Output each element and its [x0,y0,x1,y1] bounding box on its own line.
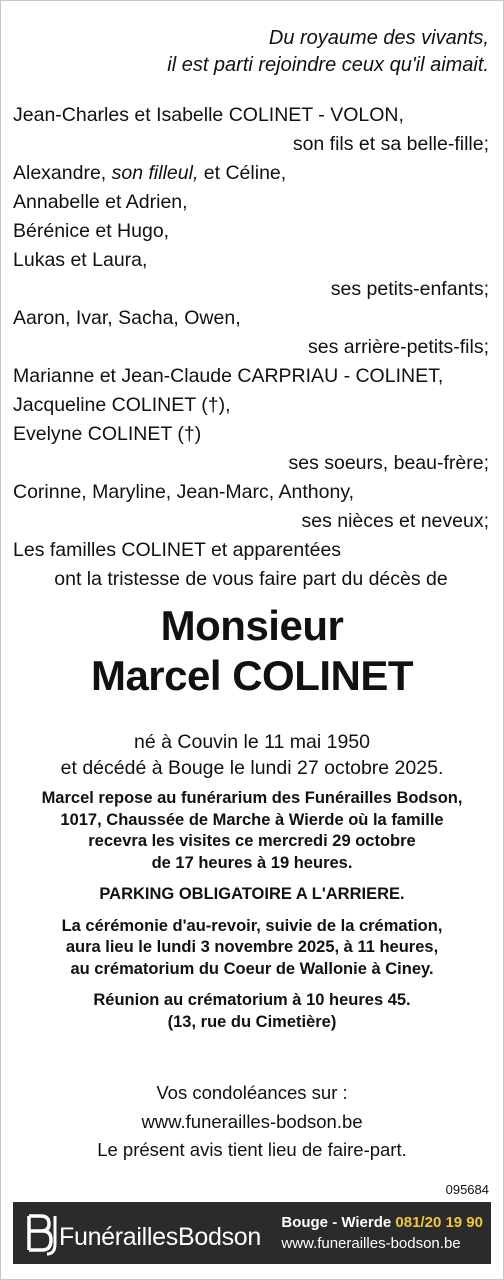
family-grandchild: Annabelle et Adrien, [13,191,188,213]
family-relation: ses arrière-petits-fils; [308,336,489,358]
brand-part: Bodson [177,1223,261,1251]
brand-part: Funérailles [59,1223,178,1251]
condolences-website-link[interactable]: www.funerailles-bodson.be [141,1110,363,1132]
family-relation: ses nièces et neveux; [301,510,489,532]
parking-info: PARKING OBLIGATOIRE A L'ARRIERE. [99,885,405,903]
family-grandchild: Bérénice et Hugo, [13,220,170,242]
family-relation: ses soeurs, beau-frère; [288,452,489,474]
ceremony-line: La cérémonie d'au-revoir, suivie de la crémation, [61,916,443,935]
epigraph-line: Du royaume des vivants, [268,27,489,49]
repose-line: de 17 heures à 19 heures. [151,853,353,872]
repose-line: 1017, Chaussée de Marche à Wierde où la famille [60,810,444,829]
grandchild-partner: et Céline, [198,162,287,184]
meeting-line: Réunion au crématorium à 10 heures 45. [93,991,411,1009]
ceremony-line: aura lieu le lundi 3 novembre 2025, à 11 heures, [65,938,439,956]
family-relation: ses petits-enfants; [330,278,489,300]
deceased-name: Marcel COLINET [90,652,414,699]
condolences-label: Vos condoléances sur : [156,1082,348,1103]
funeral-home-website[interactable]: www.funerailles-bodson.be [281,1235,461,1252]
repose-line: recevra les visites ce mercredi 29 octobre [88,832,416,850]
family-extended: Les familles COLINET et apparentées [13,539,342,561]
grandchild-name: Alexandre, [13,162,112,184]
family-sibling: Jacqueline COLINET (†), [13,394,231,416]
godson-note: son filleul, [111,162,199,184]
notice-statement: Le présent avis tient lieu de faire-part. [97,1139,407,1160]
reference-number: 095684 [445,1182,489,1197]
family-list [13,101,489,594]
family-relation: son fils et sa belle-fille; [292,133,489,155]
deceased-name-block [1,601,503,701]
repose-line: Marcel repose au funérarium des Funérailles Bodson, [41,789,463,807]
family-grandchild [13,159,489,188]
funeral-home-footer [13,1202,491,1264]
funeral-details [7,788,497,1043]
epigraph-line: il est parti rejoindre ceux qu'il aimait. [167,54,489,76]
family-son: Jean-Charles et Isabelle COLINET - VOLON, [13,104,404,126]
family-sibling: Evelyne COLINET (†) [13,423,202,445]
life-dates [1,729,503,781]
funeral-home-contact [281,1212,483,1254]
closing-block [1,1079,503,1165]
birth-line: né à Couvin le 11 mai 1950 [134,731,370,753]
funeral-home-brand [59,1222,261,1252]
meeting-address: (13, rue du Cimetière) [167,1012,337,1031]
deceased-title: Monsieur [160,602,344,649]
family-nieces-nephews: Corinne, Maryline, Jean-Marc, Anthony, [13,481,355,503]
death-line: et décédé à Bouge le lundi 27 octobre 2025. [60,757,444,779]
funeral-home-location: Bouge - Wierde [281,1214,392,1231]
family-sibling: Marianne et Jean-Claude CARPRIAU - COLINET, [13,365,444,387]
family-grandchild: Lukas et Laura, [13,249,148,271]
epigraph [167,25,489,79]
funeral-home-phone[interactable]: 081/20 19 90 [395,1214,483,1231]
ceremony-info [7,916,497,981]
meeting-info [7,990,497,1033]
announcement-line: ont la tristesse de vous faire part du décès de [54,568,448,590]
family-greatgrandchildren: Aaron, Ivar, Sacha, Owen, [13,307,241,329]
ceremony-line: au crématorium du Coeur de Wallonie à Ciney. [70,959,434,978]
repose-info [7,788,497,874]
